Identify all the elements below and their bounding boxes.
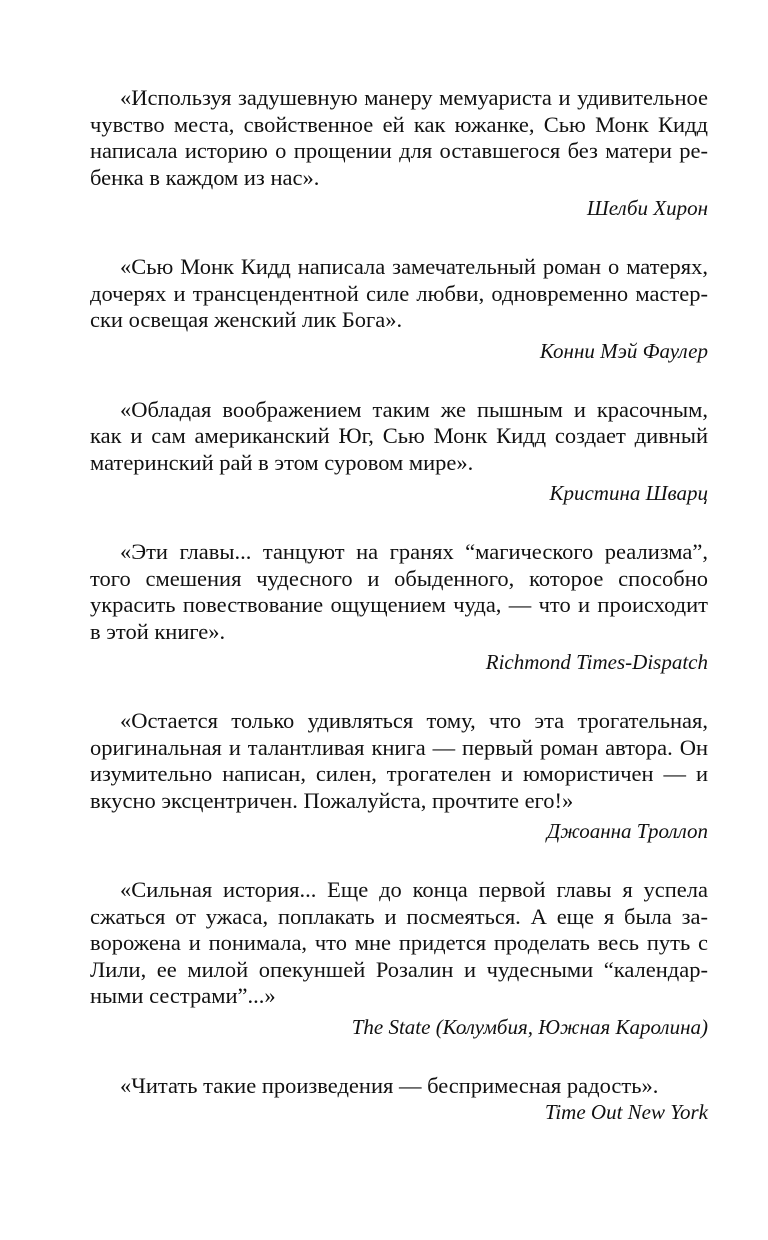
review-source: Кристина Шварц: [549, 481, 708, 505]
review-7: [90, 1073, 708, 1126]
review-quote: «Остается только удивляться тому, что эта трогательная, оригинальная и талантливая книга — первый роман автора. Он изумительно написан, силен, трогателен и юмористичен — и вкусно эксцентричен. Пожалуйста, прочтите его!»: [90, 708, 708, 813]
review-5: [90, 708, 708, 844]
review-source: Time Out New York: [544, 1100, 708, 1124]
review-quote: «Читать такие произведения — беспримесная радость».: [120, 1072, 659, 1098]
review-source: Richmond Times-Dispatch: [485, 650, 708, 674]
review-quote: «Сью Монк Кидд написала замечательный роман о матерях, дочерях и трансцендентной силе любви, одновременно мастерски освещая женский лик Бога».: [90, 254, 708, 332]
review-2: [90, 254, 708, 364]
review-source: The State (Колумбия, Южная Каролина): [351, 1014, 708, 1039]
review-quote: «Используя задушевную манеру мемуариста и удивительное чувство места, свойственное ей как южанке, Сью Монк Кидд написала историю о прощении для оставшегося без матери ребенка в каждом из нас».: [90, 85, 708, 190]
review-source: Джоанна Троллоп: [546, 819, 708, 843]
review-quote: «Эти главы... танцуют на гранях “магического реализма”, того смешения чудесного и обыденного, которое способно украсить повествование ощущением чуда, — что и происходит в этой книге».: [90, 539, 708, 644]
review-6: [90, 877, 708, 1040]
review-3: [90, 397, 708, 507]
review-quote: «Сильная история... Еще до конца первой главы я успела сжаться от ужаса, поплакать и посмеяться. А еще я была заворожена и понимала, что мне придется проделать весь путь с Лили, ее милой опекуншей Розалин и чудесными “календарными сестрами”...»: [90, 877, 708, 1008]
review-4: [90, 539, 708, 675]
reviews-page: [90, 85, 708, 1125]
review-source: Конни Мэй Фаулер: [539, 338, 708, 363]
review-1: [90, 85, 708, 221]
review-source: Шелби Хирон: [586, 196, 708, 220]
review-quote: «Обладая воображением таким же пышным и красочным, как и сам американский Юг, Сью Монк Кидд создает дивный материнский рай в этом суровом мире».: [90, 396, 708, 475]
